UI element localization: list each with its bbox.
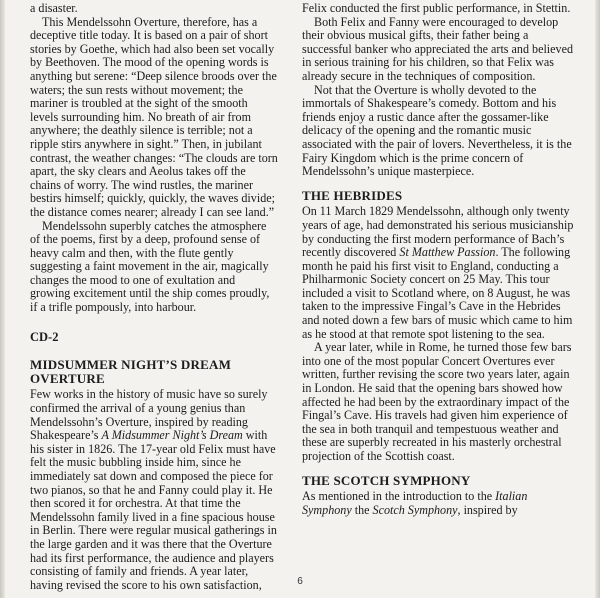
left-column [30,2,278,592]
paragraph: a disaster. [30,1,78,15]
work-title: Italian Symphony [302,489,528,517]
work-title: Scotch Symphony [372,502,458,517]
paragraph: This Mendelssohn Overture, therefore, has a deceptive title today. It is based on a pair of short stories by Goethe, which had also been set vocally by Beethoven. The mood of the opening words is anything but serene: “Deep silence broods over the waters; the sun rests without movement; the mariner is troubled at the sight of the smooth levels surrounding him. No breath of air from anywhere; the deathly silence is terrible; not a ripple stirs anywhere in sight.” Then, in jubilant contrast, the weather changes: “The clouds are torn apart, the sky clears and Aeolus takes off the chains of worry. The wind rustles, the mariner bestirs himself; quickly, quickly, the waves divide; the distance comes nearer; already I can see land.” [30,14,278,219]
page-edge-left [0,0,5,598]
work-title: A Midsummer Night’s Dream [101,428,243,443]
paragraph [30,388,278,592]
paragraph [302,205,574,341]
text-run: , inspired by [457,502,518,517]
page-number: 6 [297,576,303,587]
section-heading-hebrides: THE HEBRIDES [302,187,403,203]
paragraph: Mendelssohn superbly catches the atmosphere of the poems, first by a deep, profound sense of heavy calm and then, with the flute gently suggesting a faint movement in the air, magically changes the mood to one of exultation and growing excitement until the ship comes proudly, if a trifle pompously, into harbour. [30,218,270,315]
paragraph [302,490,574,517]
paragraph: Felix conducted the first public performance, in Stettin. [302,1,571,15]
work-title: St Matthew Passion [399,245,496,260]
text-run: with his sister in 1826. The 17-year old Felix must have felt the music bubbling inside him, since he immediately sat down and composed the piece for two pianos, so that he and Fanny could play it. He then scored it for orchestra. At that time the Mendelssohn family lived in a fine spacious house in Berlin. There were regular musical gatherings in the large garden and it was there that the Overture had its first performance, the audience and players consisting of family and friends. A year later, having revised the score to his own satisfaction, [30,428,277,592]
paragraph: Not that the Overture is wholly devoted to the immortals of Shakespeare’s comedy. Bottom and his friends enjoy a rustic dance after the gossamer-like delicacy of the opening and the romantic music associated with the pair of lovers. Nevertheless, it is the Fairy Kingdom which is the prime concern of Mendelssohn’s unique masterpiece. [302,82,572,179]
right-column [302,2,574,517]
section-heading-scotch: THE SCOTCH SYMPHONY [302,472,471,488]
page-edge-right [595,0,600,598]
text-run: . The following month he paid his first visit to England, conducting a Philharmonic Society concert on 25 May. This tour included a visit to Scotland where, on 8 August, he was taken to the impressive Fingal’s Cave in the Hebrides and noted down a few bars of music which came to him as he stood at that remote spot listening to the sea. [302,245,573,341]
cd-heading: CD-2 [30,329,59,344]
paragraph: A year later, while in Rome, he turned those few bars into one of the most popular Concert Overtures ever written, further revising the score two years later, again in London. He said that the opening bars showed how affected he had been by the extraordinary impact of the Fingal’s Cave. His travels had given him experience of the sea in both tranquil and tempestuous weather and these are superbly recreated in his masterly orchestral projection of the Scottish coast. [302,340,572,463]
section-heading-midsummer: MIDSUMMER NIGHT’S DREAM OVERTURE [30,357,232,386]
text-run: Few works in the history of music have so surely confirmed the arrival of a young genius than Mendelssohn’s Overture, inspired by reading Shakespeare’s [30,387,268,443]
paragraph: Both Felix and Fanny were encouraged to develop their obvious musical gifts, their father being a successful banker who appreciated the arts and believed in serious training for his children, so that Felix was already secure in the techniques of composition. [302,14,573,83]
text-run: As mentioned in the introduction to the [302,489,496,504]
text-run: On 11 March 1829 Mendelssohn, although only twenty years of age, had demonstrated his serious musicianship by conducting the first modern performance of Bach’s recently discovered [302,204,574,260]
text-run: the [351,502,373,517]
